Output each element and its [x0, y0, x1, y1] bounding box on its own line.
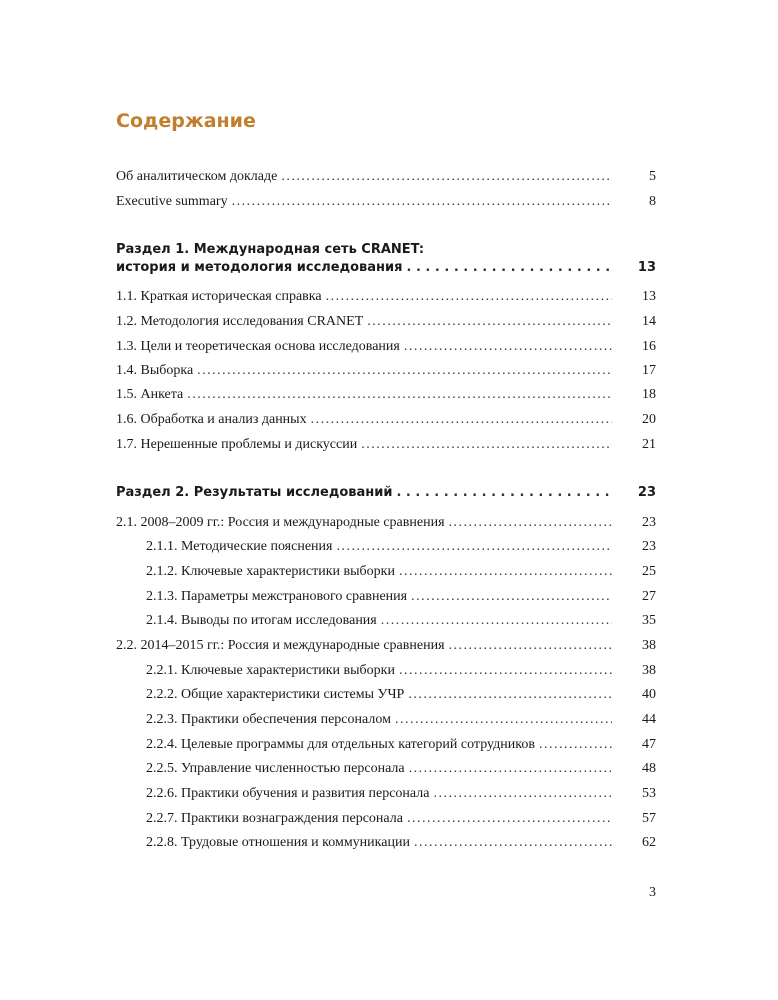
dot-leader: [381, 612, 612, 630]
toc-entry-page: 14: [642, 314, 656, 329]
toc-subentry[interactable]: [146, 588, 656, 606]
toc-entry-page: 23: [637, 485, 656, 500]
toc-subentry[interactable]: [146, 834, 656, 852]
toc-entry-label: 2.2. 2014–2015 гг.: Россия и международные сравнения: [116, 638, 445, 653]
dot-leader: [407, 259, 613, 277]
toc-entry-label: 2.2.3. Практики обеспечения персоналом: [146, 712, 391, 727]
toc-entry-label: 2.2.2. Общие характеристики системы УЧР: [146, 687, 405, 702]
dot-leader: [399, 662, 612, 680]
dot-leader: [336, 538, 612, 556]
dot-leader: [187, 386, 612, 404]
toc-entry-label: история и методология исследования: [116, 260, 403, 275]
dot-leader: [449, 637, 612, 655]
toc-subentry[interactable]: [146, 686, 656, 704]
dot-leader: [367, 313, 612, 331]
toc-entry-label: 1.4. Выборка: [116, 363, 194, 378]
toc-entry-page: 13: [642, 289, 656, 304]
toc-entry-page: 40: [642, 687, 656, 702]
toc-entry-page: 8: [649, 194, 656, 209]
toc-entry-page: 5: [649, 169, 656, 184]
toc-entry-label: Executive summary: [116, 194, 228, 209]
toc-entry-page: 48: [642, 761, 656, 776]
toc-entry-page: 16: [642, 339, 656, 354]
dot-leader: [197, 362, 612, 380]
toc-entry-label: 1.1. Краткая историческая справка: [116, 289, 322, 304]
section-1-title-line1: Раздел 1. Международная сеть CRANET:: [116, 242, 425, 257]
dot-leader: [414, 834, 612, 852]
dot-leader: [361, 436, 612, 454]
toc-entry-label: 2.2.7. Практики вознаграждения персонала: [146, 811, 403, 826]
toc-subentry[interactable]: [146, 810, 656, 828]
toc-entry-label: 1.6. Обработка и анализ данных: [116, 412, 307, 427]
dot-leader: [396, 484, 612, 502]
toc-entry-page: 20: [642, 412, 656, 427]
page-number: 3: [649, 885, 656, 900]
toc-entry[interactable]: [116, 362, 656, 380]
toc-entry-page: 53: [642, 786, 656, 801]
toc-entry-page: 27: [642, 589, 656, 604]
toc-entry-page: 23: [642, 539, 656, 554]
toc-entry-label: 2.2.5. Управление численностью персонала: [146, 761, 405, 776]
dot-leader: [404, 338, 612, 356]
dot-leader: [395, 711, 612, 729]
toc-entry-label: 1.2. Методология исследования CRANET: [116, 314, 364, 329]
toc-entry-page: 47: [642, 737, 656, 752]
toc-entry[interactable]: [116, 168, 656, 186]
toc-subentry[interactable]: [146, 760, 656, 778]
dot-leader: [449, 514, 612, 532]
toc-entry-page: 21: [642, 437, 656, 452]
toc-entry-page: 23: [642, 515, 656, 530]
toc-entry[interactable]: [116, 288, 656, 306]
dot-leader: [311, 411, 612, 429]
toc-entry-label: Об аналитическом докладе: [116, 169, 278, 184]
toc-entry-page: 44: [642, 712, 656, 727]
dot-leader: [408, 686, 612, 704]
toc-entry-page: 25: [642, 564, 656, 579]
dot-leader: [326, 288, 612, 306]
toc-entry-label: 1.7. Нерешенные проблемы и дискуссии: [116, 437, 358, 452]
toc-entry-label: 2.1.1. Методические пояснения: [146, 539, 333, 554]
dot-leader: [399, 563, 612, 581]
dot-leader: [232, 193, 612, 211]
toc-section-entry[interactable]: [116, 259, 656, 277]
toc-entry[interactable]: [116, 514, 656, 532]
toc-entry[interactable]: [116, 436, 656, 454]
toc-section-entry[interactable]: [116, 484, 656, 502]
toc-entry[interactable]: [116, 338, 656, 356]
toc-entry[interactable]: [116, 193, 656, 211]
toc-entry-label: Раздел 2. Результаты исследований: [116, 485, 393, 500]
dot-leader: [411, 588, 612, 606]
toc-heading: Содержание: [116, 110, 256, 132]
toc-subentry[interactable]: [146, 711, 656, 729]
toc-entry-label: 2.2.1. Ключевые характеристики выборки: [146, 663, 395, 678]
toc-entry-label: 2.1.2. Ключевые характеристики выборки: [146, 564, 395, 579]
toc-subentry[interactable]: [146, 612, 656, 630]
toc-subentry[interactable]: [146, 538, 656, 556]
toc-entry-label: 2.2.6. Практики обучения и развития персонала: [146, 786, 430, 801]
toc-entry-page: 13: [637, 260, 656, 275]
toc-entry[interactable]: [116, 411, 656, 429]
toc-entry-label: 2.2.8. Трудовые отношения и коммуникации: [146, 835, 410, 850]
toc-subentry[interactable]: [146, 662, 656, 680]
toc-entry-label: 2.1.3. Параметры межстранового сравнения: [146, 589, 408, 604]
toc-subentry[interactable]: [146, 785, 656, 803]
toc-subentry[interactable]: [146, 736, 656, 754]
toc-entry-label: 2.2.4. Целевые программы для отдельных категорий сотрудников: [146, 737, 535, 752]
toc-entry-page: 62: [642, 835, 656, 850]
toc-entry-page: 38: [642, 638, 656, 653]
dot-leader: [433, 785, 612, 803]
toc-entry-label: 1.5. Анкета: [116, 387, 184, 402]
toc-entry[interactable]: [116, 637, 656, 655]
toc-entry-label: 2.1. 2008–2009 гг.: Россия и международные сравнения: [116, 515, 445, 530]
toc-entry-page: 57: [642, 811, 656, 826]
toc-entry[interactable]: [116, 313, 656, 331]
toc-entry-page: 18: [642, 387, 656, 402]
dot-leader: [281, 168, 612, 186]
dot-leader: [539, 736, 612, 754]
toc-entry-page: 35: [642, 613, 656, 628]
toc-entry-page: 17: [642, 363, 656, 378]
toc-entry-page: 38: [642, 663, 656, 678]
toc-entry-label: 1.3. Цели и теоретическая основа исследования: [116, 339, 400, 354]
toc-subentry[interactable]: [146, 563, 656, 581]
dot-leader: [407, 810, 612, 828]
dot-leader: [409, 760, 612, 778]
toc-entry[interactable]: [116, 386, 656, 404]
toc-entry-label: 2.1.4. Выводы по итогам исследования: [146, 613, 377, 628]
